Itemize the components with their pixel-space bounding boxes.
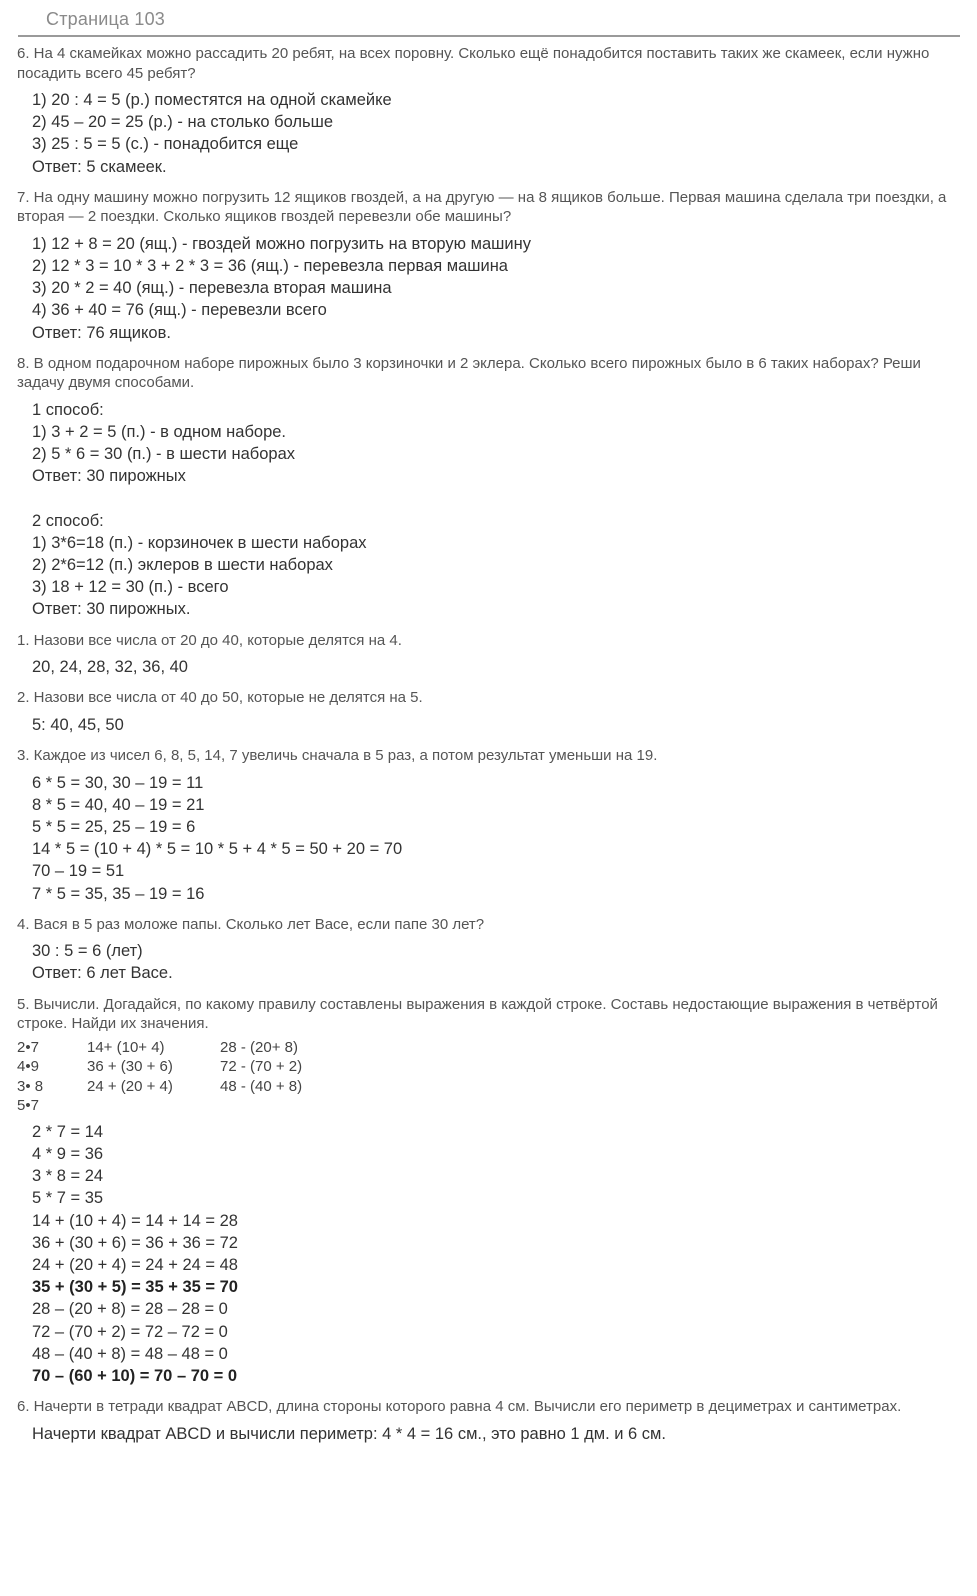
table-cell [220,1096,340,1116]
answer-line: 5: 40, 45, 50 [32,715,124,734]
table-cell: 72 - (70 + 2) [220,1058,303,1076]
task-answer [32,656,947,678]
table-cell: 14+ (10+ 4) [87,1038,165,1056]
answer-line: 3 * 8 = 24 [32,1167,104,1186]
task-question: 3. Каждое из чисел 6, 8, 5, 14, 7 увеличь сначала в 5 раз, а потом результат уменьши на 19. [17,747,658,765]
answer-line: 3) 20 * 2 = 40 (ящ.) - перевезла вторая машина [32,279,392,298]
answer-line: 28 – (20 + 8) = 28 – 28 = 0 [32,1300,228,1319]
task-question: 5. Вычисли. Догадайся, по какому правилу составлены выражения в каждой строке. Составь недостающие выражения в четвёртой строке. Найди их значения. [17,995,938,1033]
answer-line: 14 * 5 = (10 + 4) * 5 = 10 * 5 + 4 * 5 = 50 + 20 = 70 [32,840,403,859]
answer-line: 1 способ: [32,400,104,419]
task-answer [32,772,947,905]
answer-line: Ответ: 30 пирожных. [32,600,191,619]
answer-line: 14 + (10 + 4) = 14 + 14 = 28 [32,1211,238,1230]
answer-line: 20, 24, 28, 32, 36, 40 [32,658,188,677]
table-cell: 3• 8 [17,1077,44,1095]
answer-line: 2) 5 * 6 = 30 (п.) - в шести наборах [32,445,296,464]
table-cell [87,1096,220,1116]
answer-line: 1) 20 : 4 = 5 (р.) поместятся на одной скамейке [32,91,392,109]
task-answer [32,1121,947,1387]
answer-line: 7 * 5 = 35, 35 – 19 = 16 [32,884,205,903]
content [17,44,947,1445]
answer-line: 2 * 7 = 14 [32,1122,104,1141]
task-question: 2. Назови все числа от 40 до 50, которые не делятся на 5. [17,689,423,707]
task-answer [32,89,947,178]
page-header [18,8,960,37]
task-answer [32,940,947,984]
table-cell: 5•7 [17,1097,39,1115]
answer-line: 5 * 7 = 35 [32,1189,104,1208]
answer-line: 1) 3*6=18 (п.) - корзиночек в шести наборах [32,533,367,552]
task-answer [32,714,947,736]
answer-line: 30 : 5 = 6 (лет) [32,942,143,961]
task-question: 8. В одном подарочном наборе пирожных было 3 корзиночки и 2 эклера. Сколько всего пирожных было в 6 таких наборах? Реши задачу двумя способами. [17,354,921,392]
answer-line: 4 * 9 = 36 [32,1144,104,1163]
task-answer [32,233,947,344]
answer-line: 2) 2*6=12 (п.) эклеров в шести наборах [32,556,333,575]
table-row [17,1038,340,1058]
answer-line: 48 – (40 + 8) = 48 – 48 = 0 [32,1344,228,1363]
answer-line: 5 * 5 = 25, 25 – 19 = 6 [32,817,196,836]
answer-line: 3) 18 + 12 = 30 (п.) - всего [32,578,229,597]
answer-line: 3) 25 : 5 = 5 (с.) - понадобится еще [32,135,299,154]
answer-line-bold: 70 – (60 + 10) = 70 – 70 = 0 [32,1366,238,1385]
answer-line: 2) 12 * 3 = 10 * 3 + 2 * 3 = 36 (ящ.) - перевезла первая машина [32,257,508,276]
answer-line: Ответ: 30 пирожных [32,467,186,486]
answer-line: 72 – (70 + 2) = 72 – 72 = 0 [32,1322,228,1341]
answer-line: 2) 45 – 20 = 25 (р.) - на столько больше [32,113,334,132]
table-row [17,1057,340,1077]
answer-line: 8 * 5 = 40, 40 – 19 = 21 [32,795,205,814]
answer-line: 24 + (20 + 4) = 24 + 24 = 48 [32,1255,238,1274]
table-row [17,1077,340,1097]
task-question: 4. Вася в 5 раз моложе папы. Сколько лет Васе, если папе 30 лет? [17,915,485,933]
table-cell: 28 - (20+ 8) [220,1038,298,1056]
table-cell: 4•9 [17,1058,39,1076]
task-answer-way-1 [32,399,947,488]
task-question: 7. На одну машину можно погрузить 12 ящиков гвоздей, а на другую — на 8 ящиков больше. Первая машина сделала три поездки, а вторая — 2 поездки. Сколько ящиков гвоздей перевезли обе машины? [17,188,947,226]
answer-line-bold: 35 + (30 + 5) = 35 + 35 = 70 [32,1278,238,1297]
answer-line: 1) 12 + 8 = 20 (ящ.) - гвоздей можно погрузить на вторую машину [32,234,531,253]
table-cell: 48 - (40 + 8) [220,1077,303,1095]
answer-line: Ответ: 5 скамеек. [32,157,167,176]
table-cell: 36 + (30 + 6) [87,1058,173,1076]
answer-line: Начерти квадрат ABCD и вычисли периметр: 4 * 4 = 16 см., это равно 1 дм. и 6 см. [32,1424,666,1443]
answer-line: 70 – 19 = 51 [32,862,125,881]
task-question: 1. Назови все числа от 20 до 40, которые делятся на 4. [17,631,402,649]
answer-line: Ответ: 76 ящиков. [32,323,171,342]
table-cell: 2•7 [17,1038,39,1056]
answer-line: 4) 36 + 40 = 76 (ящ.) - перевезли всего [32,301,327,320]
task-answer-way-2 [32,510,947,621]
task-question: 6. Начерти в тетради квадрат ABCD, длина стороны которого равна 4 см. Вычисли его периметр в дециметрах и сантиметрах. [17,1398,902,1416]
answer-line: Ответ: 6 лет Васе. [32,964,173,983]
task-answer [32,1423,947,1445]
table-cell: 24 + (20 + 4) [87,1077,173,1095]
answer-line: 6 * 5 = 30, 30 – 19 = 11 [32,773,204,792]
answer-line: 2 способ: [32,511,104,530]
task-question: 6. На 4 скамейках можно рассадить 20 ребят, на всех поровну. Сколько ещё понадобится поставить таких же скамеек, если нужно посадить всего 45 ребят? [17,45,930,82]
table-row [17,1096,340,1116]
answer-line: 36 + (30 + 6) = 36 + 36 = 72 [32,1233,238,1252]
expression-table [17,1038,340,1116]
answer-line: 1) 3 + 2 = 5 (п.) - в одном наборе. [32,423,287,442]
page-title: Страница 103 [46,9,166,29]
